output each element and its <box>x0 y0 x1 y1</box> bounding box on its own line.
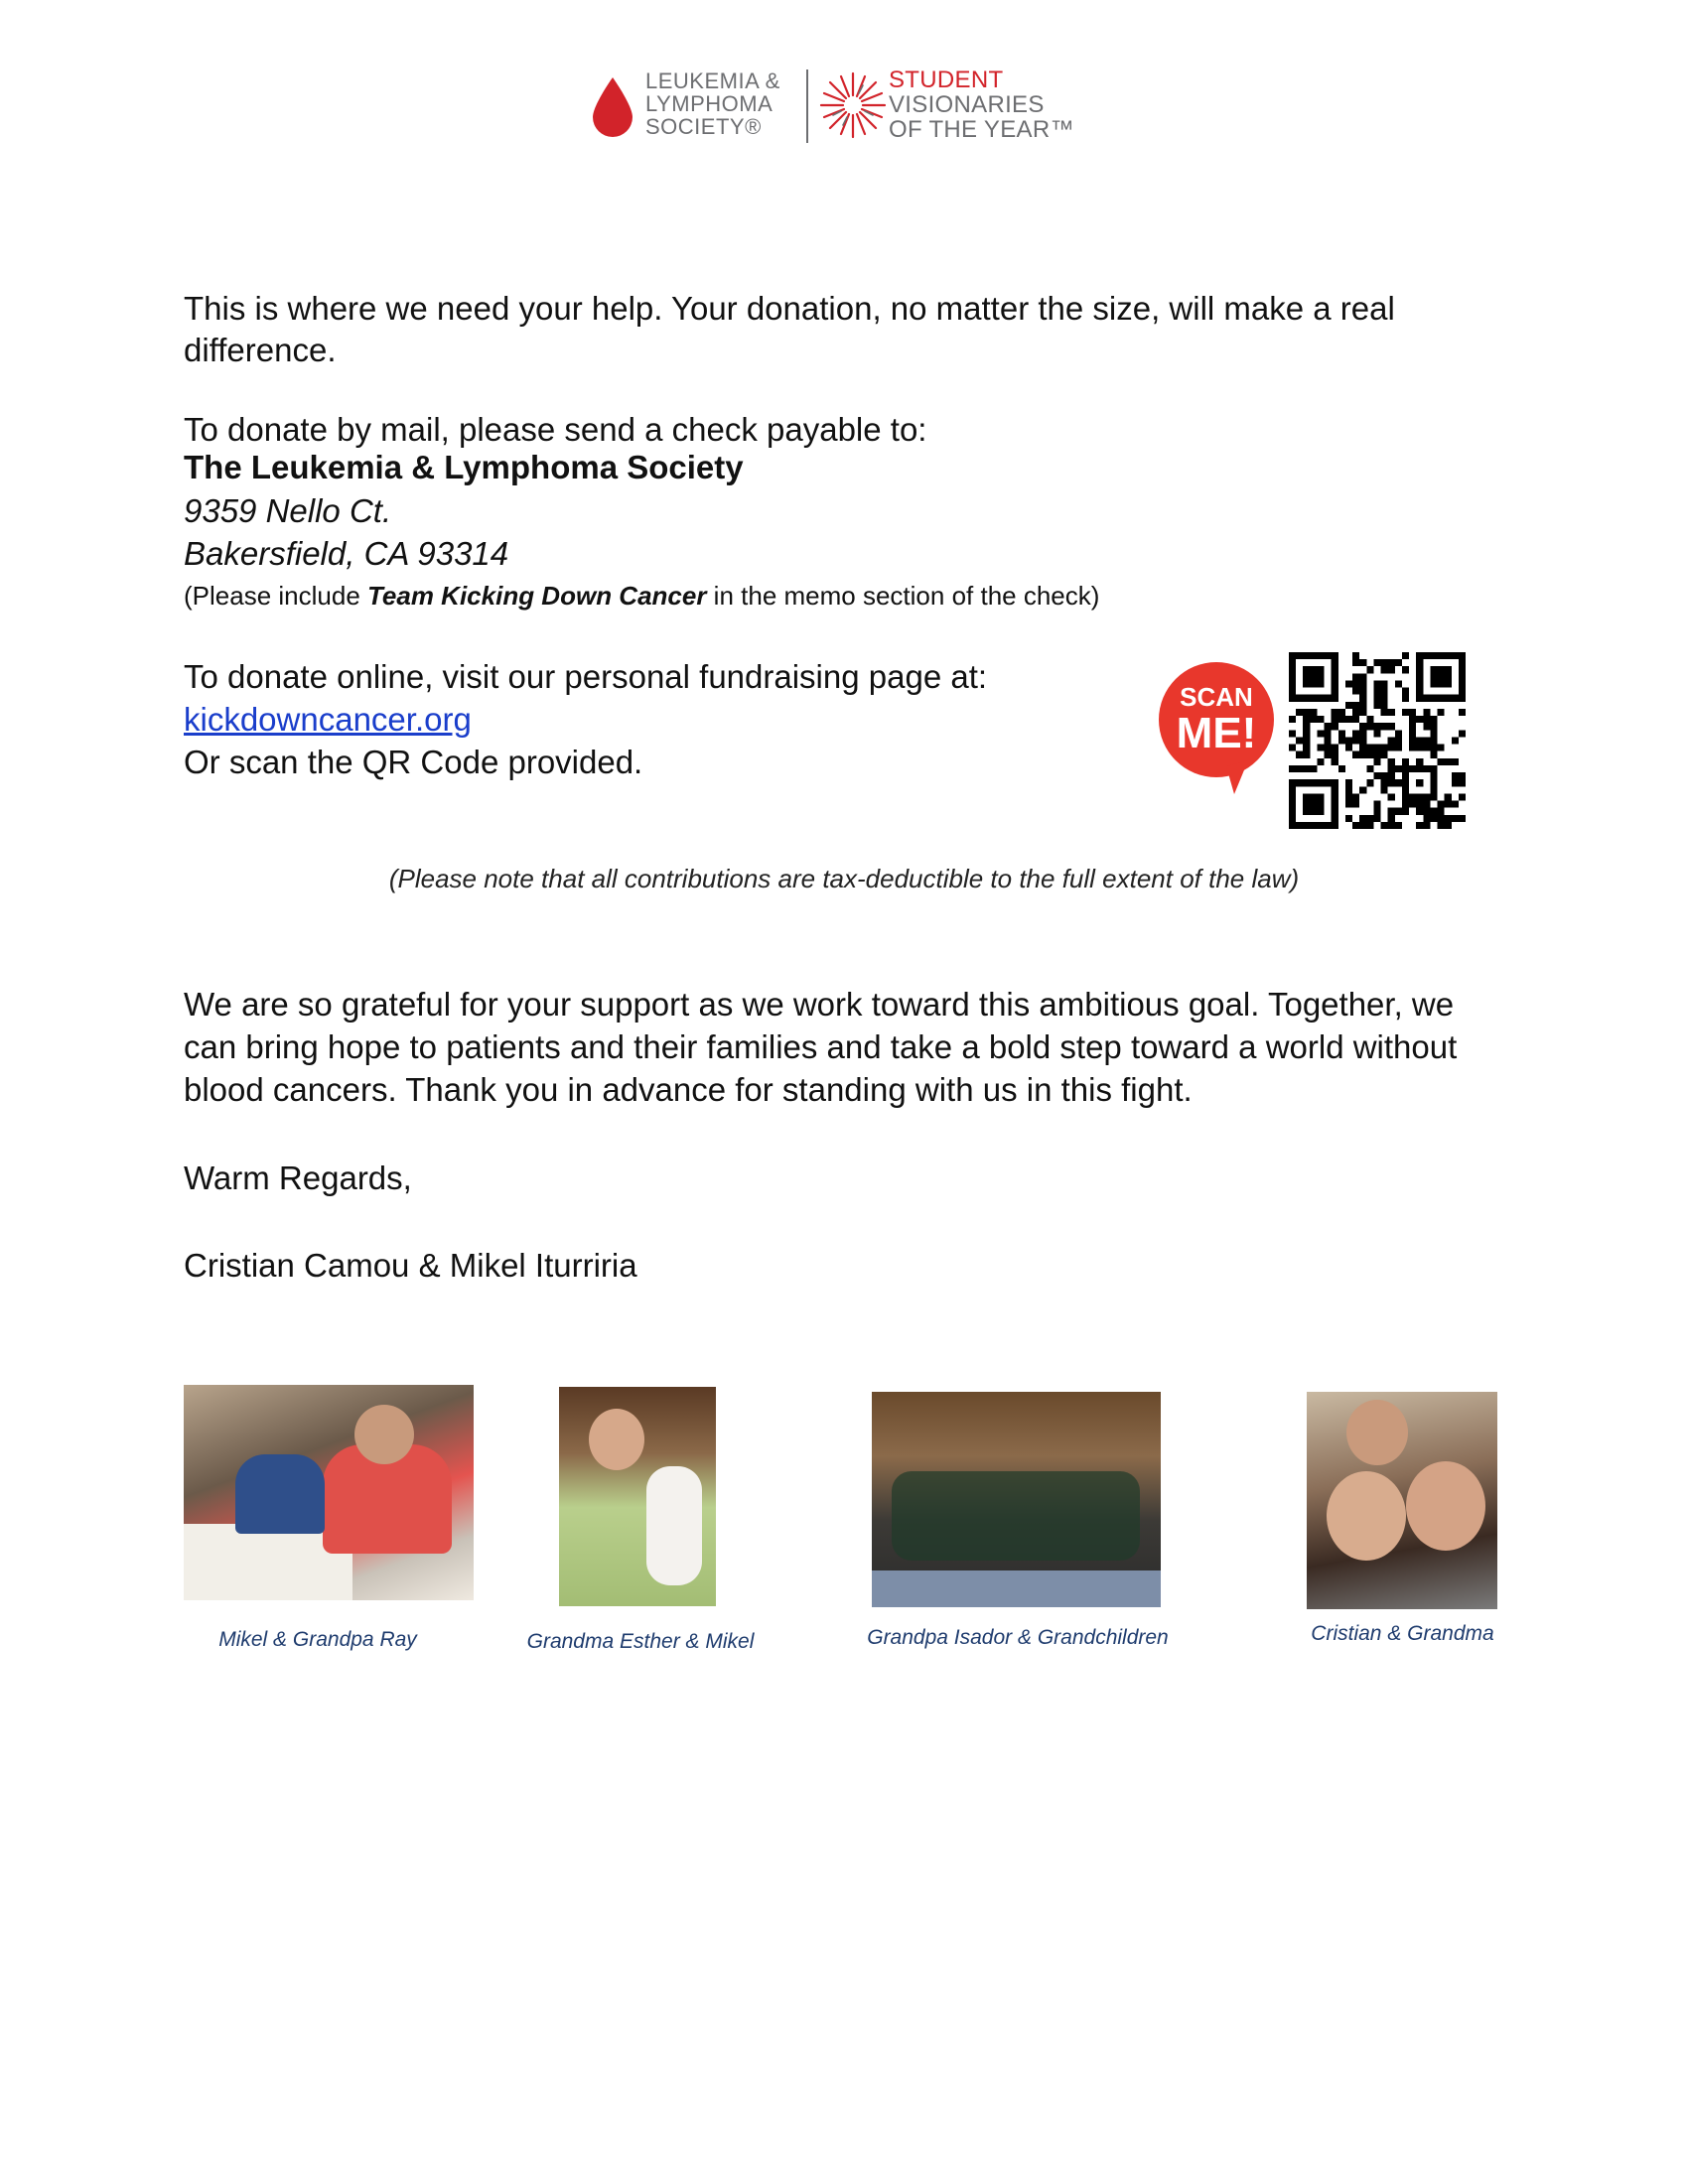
qr-module <box>1317 716 1324 723</box>
qr-module <box>1395 659 1402 666</box>
qr-module <box>1388 723 1395 730</box>
qr-module <box>1359 815 1366 822</box>
qr-module <box>1366 751 1373 758</box>
fundraising-link[interactable]: kickdowncancer.org <box>184 701 472 738</box>
qr-module <box>1373 680 1380 687</box>
qr-module <box>1325 751 1332 758</box>
qr-module <box>1402 652 1409 659</box>
qr-module <box>1352 652 1359 659</box>
qr-module <box>1303 709 1310 716</box>
qr-module <box>1381 695 1388 702</box>
address-line-2: Bakersfield, CA 93314 <box>184 535 509 572</box>
qr-module <box>1423 723 1430 730</box>
qr-module <box>1359 680 1366 687</box>
qr-module <box>1325 737 1332 744</box>
qr-module <box>1332 709 1338 716</box>
qr-module <box>1430 730 1437 737</box>
qr-module <box>1459 772 1466 779</box>
qr-module <box>1430 666 1451 687</box>
qr-module <box>1423 808 1430 815</box>
scan-instruction: Or scan the QR Code provided. <box>184 744 643 780</box>
qr-module <box>1366 723 1373 730</box>
svoy-wordmark <box>889 68 1074 142</box>
qr-module <box>1373 815 1380 822</box>
qr-module <box>1423 709 1430 716</box>
memo-team-name: Team Kicking Down Cancer <box>367 581 707 611</box>
qr-module <box>1381 666 1388 673</box>
qr-module <box>1381 680 1388 687</box>
qr-module <box>1303 737 1310 744</box>
qr-code[interactable] <box>1289 652 1466 829</box>
photo-detail <box>235 1454 325 1534</box>
qr-module <box>1345 801 1352 808</box>
qr-module <box>1388 772 1395 779</box>
qr-module <box>1438 709 1445 716</box>
qr-module <box>1289 716 1296 723</box>
qr-module <box>1388 709 1395 716</box>
qr-module <box>1402 688 1409 695</box>
qr-module <box>1373 758 1380 765</box>
qr-module <box>1373 801 1380 808</box>
qr-module <box>1317 730 1324 737</box>
qr-module <box>1366 745 1373 751</box>
qr-module <box>1452 815 1459 822</box>
memo-note <box>184 581 1099 612</box>
qr-module <box>1445 815 1452 822</box>
qr-module <box>1373 730 1380 737</box>
qr-module <box>1359 723 1366 730</box>
qr-module <box>1452 772 1459 779</box>
qr-module <box>1388 758 1395 765</box>
qr-module <box>1332 751 1338 758</box>
qr-module <box>1388 822 1395 829</box>
qr-module <box>1388 793 1395 800</box>
qr-module <box>1303 793 1324 814</box>
qr-module <box>1373 688 1380 695</box>
qr-module <box>1325 723 1332 730</box>
qr-module <box>1388 745 1395 751</box>
svoy-line-1: STUDENT <box>889 67 1004 93</box>
qr-module <box>1459 815 1466 822</box>
photo-caption: Cristian & Grandma <box>1311 1622 1494 1645</box>
qr-module <box>1296 737 1303 744</box>
qr-module <box>1373 723 1380 730</box>
qr-module <box>1388 779 1395 786</box>
qr-module <box>1359 751 1366 758</box>
qr-module <box>1438 745 1445 751</box>
qr-module <box>1381 702 1388 709</box>
qr-module <box>1409 723 1416 730</box>
online-lead: To donate online, visit our personal fundraising page at: <box>184 658 988 695</box>
photo-detail <box>1327 1471 1406 1561</box>
qr-module <box>1388 815 1395 822</box>
qr-module <box>1395 808 1402 815</box>
qr-module <box>1381 688 1388 695</box>
qr-module <box>1345 793 1352 800</box>
qr-module <box>1366 666 1373 673</box>
qr-module <box>1445 758 1452 765</box>
qr-module <box>1373 695 1380 702</box>
qr-module <box>1345 716 1352 723</box>
qr-module <box>1352 793 1359 800</box>
intro-paragraph: This is where we need your help. Your donation, no matter the size, will make a real difference. <box>184 290 1395 368</box>
qr-module <box>1430 716 1437 723</box>
qr-module <box>1423 745 1430 751</box>
qr-module <box>1409 709 1416 716</box>
qr-module <box>1430 723 1437 730</box>
qr-module <box>1303 765 1310 772</box>
qr-module <box>1325 730 1332 737</box>
qr-module <box>1352 673 1359 680</box>
photo-detail <box>872 1570 1161 1607</box>
qr-module <box>1409 745 1416 751</box>
qr-module <box>1345 815 1352 822</box>
qr-module <box>1352 751 1359 758</box>
logo-divider <box>806 69 808 143</box>
qr-module <box>1423 716 1430 723</box>
lls-line-3: SOCIETY® <box>645 114 762 139</box>
qr-module <box>1373 751 1380 758</box>
qr-module <box>1438 758 1445 765</box>
qr-module <box>1452 758 1459 765</box>
lls-line-2: LYMPHOMA <box>645 91 774 116</box>
qr-module <box>1445 793 1452 800</box>
qr-module <box>1381 779 1388 786</box>
qr-module <box>1373 702 1380 709</box>
mail-lead: To donate by mail, please send a check payable to: <box>184 411 927 448</box>
photo-caption: Grandpa Isador & Grandchildren <box>867 1626 1169 1649</box>
qr-module <box>1402 801 1409 808</box>
qr-module <box>1317 745 1324 751</box>
blood-drop-icon <box>591 75 634 139</box>
qr-module <box>1352 822 1359 829</box>
qr-module <box>1345 737 1352 744</box>
starburst-icon <box>819 71 887 139</box>
qr-module <box>1352 702 1359 709</box>
qr-module <box>1338 716 1345 723</box>
qr-module <box>1445 801 1452 808</box>
photo-caption: Mikel & Grandpa Ray <box>218 1628 417 1651</box>
qr-module <box>1303 745 1310 751</box>
photo-detail <box>354 1405 414 1464</box>
qr-module <box>1430 745 1437 751</box>
memo-pre: (Please include <box>184 581 367 611</box>
qr-module <box>1416 758 1423 765</box>
qr-module <box>1366 716 1373 723</box>
photo-detail <box>892 1471 1140 1561</box>
qr-module <box>1296 765 1303 772</box>
qr-module <box>1423 815 1430 822</box>
qr-module <box>1459 793 1466 800</box>
qr-module <box>1345 680 1352 687</box>
qr-module <box>1366 822 1373 829</box>
qr-module <box>1366 765 1373 772</box>
qr-module <box>1373 808 1380 815</box>
qr-module <box>1438 815 1445 822</box>
qr-module <box>1332 716 1338 723</box>
qr-module <box>1303 723 1310 730</box>
qr-module <box>1430 737 1437 744</box>
qr-module <box>1303 751 1310 758</box>
qr-module <box>1402 808 1409 815</box>
qr-module <box>1402 666 1409 673</box>
svoy-line-3: OF THE YEAR™ <box>889 116 1074 143</box>
qr-module <box>1423 822 1430 829</box>
scan-badge-bottom: ME! <box>1176 709 1257 757</box>
qr-module <box>1381 772 1388 779</box>
qr-module <box>1352 716 1359 723</box>
qr-module <box>1352 659 1359 666</box>
qr-module <box>1423 801 1430 808</box>
scan-badge-top: SCAN <box>1180 682 1253 712</box>
qr-module <box>1310 765 1317 772</box>
qr-module <box>1438 801 1445 808</box>
qr-module <box>1416 745 1423 751</box>
qr-module <box>1395 680 1402 687</box>
qr-module <box>1381 709 1388 716</box>
qr-module <box>1445 822 1452 829</box>
qr-module <box>1416 808 1423 815</box>
qr-module <box>1438 822 1445 829</box>
qr-module <box>1332 723 1338 730</box>
qr-module <box>1430 808 1437 815</box>
closing-paragraph: We are so grateful for your support as we work toward this ambitious goal. Together, we can bring hope to patients and their families and take a bold step toward a world without blood cancers. Thank you in advance for standing with us in this fight. <box>184 986 1458 1108</box>
header-logos <box>591 68 1107 147</box>
qr-module <box>1359 702 1366 709</box>
scan-me-badge <box>1157 655 1276 794</box>
qr-module <box>1359 695 1366 702</box>
qr-module <box>1359 659 1366 666</box>
signature: Cristian Camou & Mikel Iturriria <box>184 1247 637 1284</box>
photo-cristian-grandma <box>1307 1392 1497 1609</box>
qr-module <box>1423 737 1430 744</box>
qr-module <box>1352 688 1359 695</box>
address-line-1: 9359 Nello Ct. <box>184 492 392 529</box>
qr-module <box>1359 786 1366 793</box>
qr-module <box>1296 751 1303 758</box>
qr-module <box>1359 730 1366 737</box>
qr-module <box>1289 765 1296 772</box>
qr-module <box>1359 822 1366 829</box>
qr-module <box>1352 680 1359 687</box>
qr-module <box>1373 745 1380 751</box>
qr-module <box>1345 779 1352 786</box>
qr-module <box>1352 737 1359 744</box>
qr-module <box>1381 822 1388 829</box>
qr-module <box>1395 822 1402 829</box>
qr-module <box>1416 801 1423 808</box>
qr-module <box>1402 758 1409 765</box>
payee-org: The Leukemia & Lymphoma Society <box>184 449 744 485</box>
qr-module <box>1325 745 1332 751</box>
qr-module <box>1303 730 1310 737</box>
qr-module <box>1359 709 1366 716</box>
memo-post: in the memo section of the check) <box>706 581 1100 611</box>
qr-module <box>1430 751 1437 758</box>
qr-module <box>1395 730 1402 737</box>
qr-module <box>1416 716 1423 723</box>
regards: Warm Regards, <box>184 1160 412 1196</box>
qr-module <box>1388 737 1395 744</box>
qr-module <box>1296 709 1303 716</box>
qr-module <box>1459 779 1466 786</box>
qr-module <box>1381 723 1388 730</box>
qr-module <box>1409 801 1416 808</box>
qr-module <box>1430 815 1437 822</box>
qr-module <box>1338 730 1345 737</box>
qr-module <box>1459 730 1466 737</box>
photo-mikel-grandpa-ray <box>184 1385 474 1600</box>
qr-module <box>1373 659 1380 666</box>
qr-module <box>1416 737 1423 744</box>
qr-module <box>1332 745 1338 751</box>
qr-module <box>1381 786 1388 793</box>
lls-line-1: LEUKEMIA & <box>645 68 780 93</box>
qr-module <box>1338 737 1345 744</box>
photo-caption: Grandma Esther & Mikel <box>526 1630 755 1653</box>
qr-module <box>1289 745 1296 751</box>
qr-module <box>1345 702 1352 709</box>
qr-module <box>1310 716 1317 723</box>
qr-module <box>1352 730 1359 737</box>
qr-module <box>1352 801 1359 808</box>
qr-module <box>1395 779 1402 786</box>
qr-module <box>1303 666 1324 687</box>
qr-module <box>1409 716 1416 723</box>
qr-module <box>1388 659 1395 666</box>
qr-module <box>1359 673 1366 680</box>
qr-module <box>1459 709 1466 716</box>
qr-module <box>1416 779 1423 786</box>
qr-module <box>1366 815 1373 822</box>
qr-module <box>1388 666 1395 673</box>
qr-module <box>1359 737 1366 744</box>
photo-detail <box>1406 1461 1485 1551</box>
qr-module <box>1332 758 1338 765</box>
photo-grandpa-isador-grandchildren <box>872 1392 1161 1607</box>
photo-detail <box>1346 1400 1408 1465</box>
qr-module <box>1289 730 1296 737</box>
qr-module <box>1366 779 1373 786</box>
qr-module <box>1395 737 1402 744</box>
qr-module <box>1359 745 1366 751</box>
qr-module <box>1395 745 1402 751</box>
qr-module <box>1338 709 1345 716</box>
qr-module <box>1402 709 1409 716</box>
qr-module <box>1317 758 1324 765</box>
qr-module <box>1409 737 1416 744</box>
photo-grandma-esther-mikel <box>559 1387 716 1606</box>
qr-module <box>1381 659 1388 666</box>
qr-module <box>1345 745 1352 751</box>
qr-module <box>1338 765 1345 772</box>
qr-module <box>1352 709 1359 716</box>
qr-module <box>1395 765 1402 772</box>
photo-detail <box>646 1466 702 1585</box>
qr-module <box>1345 786 1352 793</box>
qr-module <box>1409 730 1416 737</box>
lls-wordmark <box>645 69 780 138</box>
qr-module <box>1373 772 1380 779</box>
qr-module <box>1452 779 1459 786</box>
photo-detail <box>589 1409 644 1470</box>
qr-module <box>1310 709 1317 716</box>
qr-module <box>1416 822 1423 829</box>
qr-module <box>1452 737 1459 744</box>
qr-module <box>1381 751 1388 758</box>
qr-module <box>1359 688 1366 695</box>
tax-note: (Please note that all contributions are tax-deductible to the full extent of the law) <box>388 864 1300 893</box>
qr-module <box>1388 765 1395 772</box>
qr-module <box>1438 808 1445 815</box>
qr-module <box>1402 695 1409 702</box>
qr-module <box>1303 716 1310 723</box>
qr-module <box>1452 801 1459 808</box>
qr-module <box>1388 808 1395 815</box>
svoy-line-2: VISIONARIES <box>889 91 1045 118</box>
qr-module <box>1381 745 1388 751</box>
